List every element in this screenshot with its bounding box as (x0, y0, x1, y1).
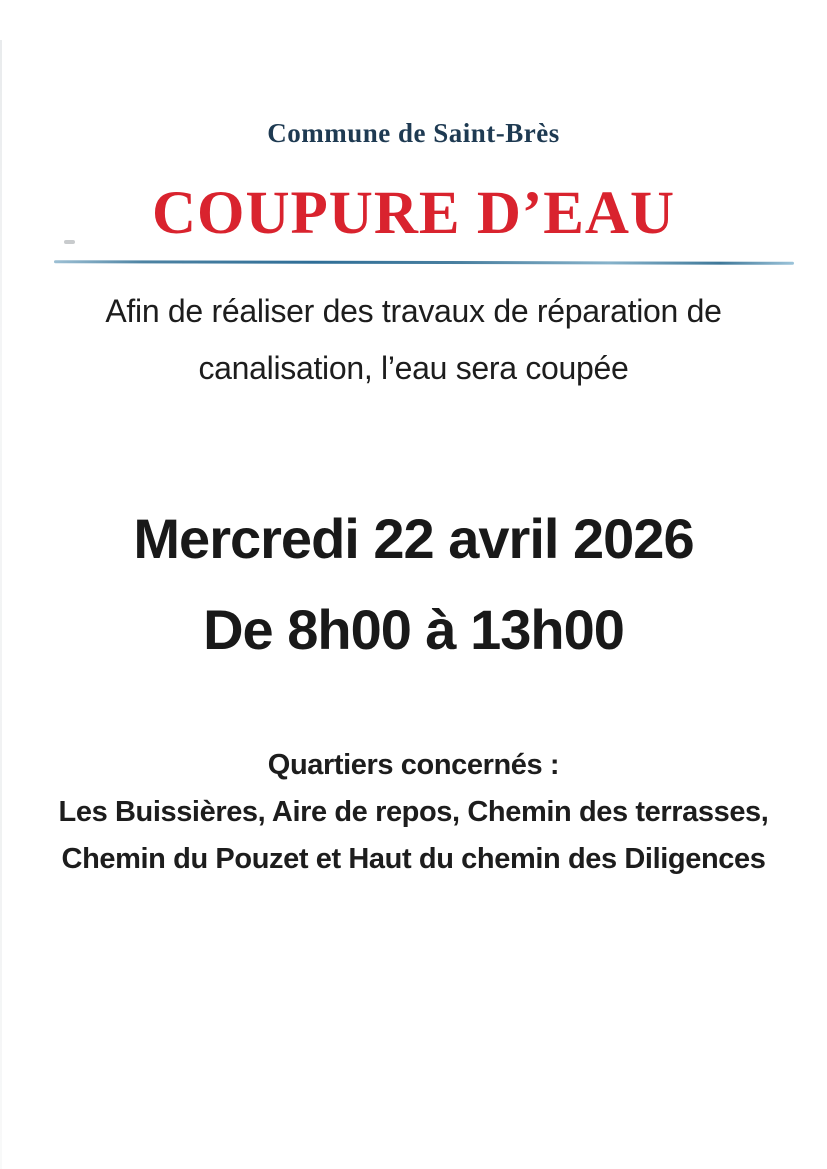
schedule-time: De 8h00 à 13h00 (203, 598, 624, 661)
scan-speck-artifact (64, 240, 75, 244)
intro-line-1: Afin de réaliser des travaux de réparation de (105, 293, 722, 329)
districts-block (0, 742, 827, 883)
intro-line-2: canalisation, l’eau sera coupée (198, 350, 629, 386)
districts-heading: Quartiers concernés : (267, 749, 560, 781)
intro-paragraph (0, 283, 827, 397)
divider-rule (54, 260, 794, 265)
schedule-date: Mercredi 22 avril 2026 (133, 507, 694, 570)
districts-line-1: Les Buissières, Aire de repos, Chemin des terrasses, (58, 796, 769, 828)
municipality-name: Commune de Saint-Brès (267, 118, 560, 148)
schedule-block (0, 493, 827, 675)
districts-line-2: Chemin du Pouzet et Haut du chemin des Diligences (61, 843, 766, 875)
notice-title: COUPURE D’EAU (151, 180, 675, 247)
